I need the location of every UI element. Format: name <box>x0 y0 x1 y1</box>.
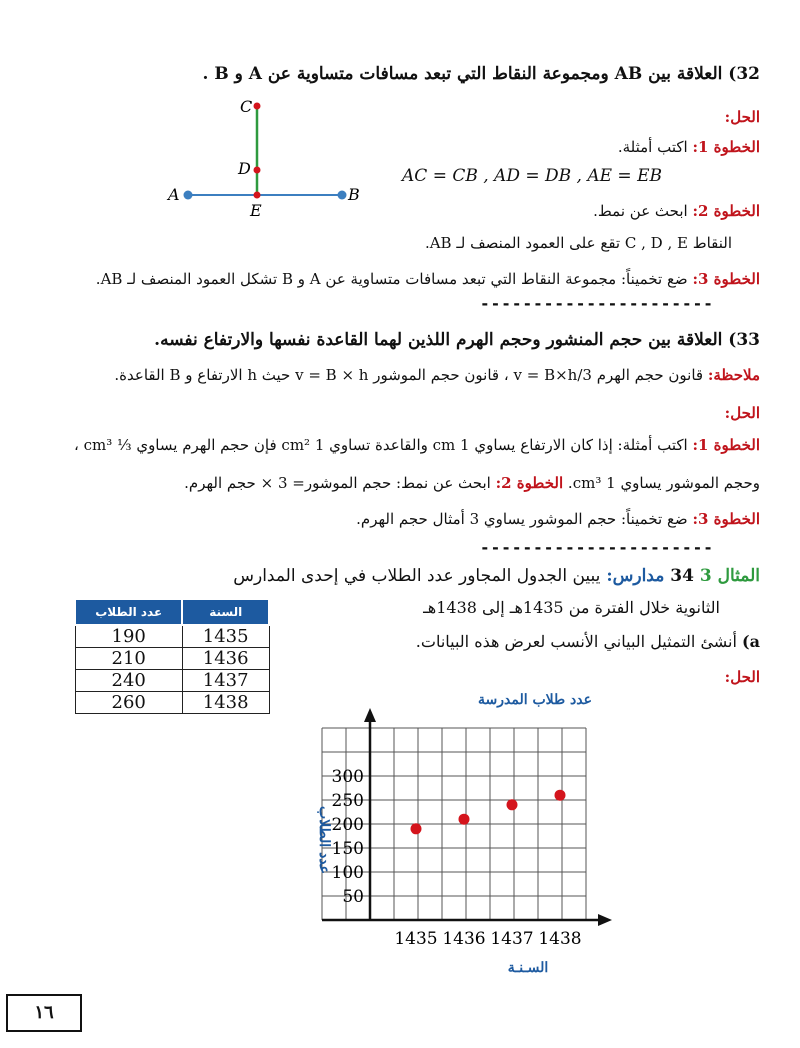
cell-year: 1435 <box>182 625 269 648</box>
cell-students: 240 <box>75 670 182 692</box>
q32-step3-text: ضع تخميناً: مجموعة النقاط التي تبعد مسافات متساوية عن A و B تشكل العمود المنصف لـ AB. <box>95 270 688 288</box>
y-tick-label: 300 <box>331 767 364 787</box>
page-number: ١٦ <box>6 994 82 1032</box>
students-chart <box>290 680 690 980</box>
y-tick-label: 250 <box>331 791 364 811</box>
point-b <box>338 191 347 200</box>
data-point <box>459 814 470 825</box>
data-point <box>411 823 422 834</box>
data-point <box>507 799 518 810</box>
label-a: A <box>168 185 180 204</box>
q32-step1-math: AC = CB , AD = DB , AE = EB <box>402 166 662 186</box>
q32-step3 <box>20 270 760 288</box>
label-b: B <box>348 185 360 204</box>
example3-part-a <box>416 632 760 651</box>
y-tick-label: 100 <box>331 863 364 883</box>
q32-step1-text: اكتب أمثلة. <box>617 138 688 156</box>
x-tick-label: 1438 <box>538 929 582 949</box>
table-row <box>75 625 269 648</box>
x-tick-labels <box>394 929 581 949</box>
table-row <box>75 670 269 692</box>
q33-step2-label: الخطوة 2: <box>495 474 564 492</box>
example3-topic: مدارس: <box>606 566 665 586</box>
q33-title <box>40 330 760 350</box>
header-students: عدد الطلاب <box>75 599 182 625</box>
header-year: السنة <box>182 599 269 625</box>
table-row <box>75 692 269 714</box>
q33-step1-label: الخطوة 1: <box>692 436 760 454</box>
q33-step1-text2: وحجم الموشور يساوي 1 cm³. <box>567 474 760 492</box>
q32-step2-text: ابحث عن نمط. <box>593 202 688 220</box>
x-tick-label: 1437 <box>490 929 534 949</box>
y-tick-label: 50 <box>342 887 364 907</box>
q33-step1-2 <box>20 474 760 492</box>
perpendicular-bisector-diagram <box>150 92 370 222</box>
q32-step2-label: الخطوة 2: <box>692 202 760 220</box>
cell-students: 260 <box>75 692 182 714</box>
chart-title: عدد طلاب المدرسة <box>478 692 592 708</box>
x-axis-label: السـنـة <box>507 960 549 976</box>
x-tick-label: 1435 <box>394 929 438 949</box>
cell-students: 210 <box>75 648 182 670</box>
y-tick-label: 200 <box>331 815 364 835</box>
q33-title-text: العلاقة بين حجم المنشور وحجم الهرم اللذين لهما القاعدة نفسها والارتفاع نفسه. <box>154 330 723 350</box>
students-table <box>74 598 270 714</box>
cell-students: 190 <box>75 625 182 648</box>
data-point <box>555 790 566 801</box>
point-c <box>254 103 261 110</box>
x-tick-label: 1436 <box>442 929 486 949</box>
example3-header <box>140 566 760 586</box>
part-a-label: a) <box>742 632 760 651</box>
q33-note-label: ملاحظة: <box>707 366 760 384</box>
point-e <box>254 192 261 199</box>
y-tick-labels <box>332 767 364 907</box>
q33-step3-text: ضع تخميناً: حجم الموشور يساوي 3 أمثال حجم الهرم. <box>356 510 688 528</box>
label-e: E <box>250 201 262 220</box>
example3-text-line2: الثانوية خلال الفترة من 1435هـ إلى 1438هـ <box>423 598 720 617</box>
separator-2: ---------------------- <box>480 538 714 557</box>
example3-label: المثال 3 <box>699 566 760 586</box>
separator-1: ---------------------- <box>480 294 714 313</box>
example3-number: 34 <box>670 566 694 586</box>
label-d: D <box>238 159 251 178</box>
y-axis-arrow <box>364 708 376 722</box>
y-axis-label: عدد الطلاب <box>316 806 332 874</box>
cell-year: 1437 <box>182 670 269 692</box>
q33-step2-text: ابحث عن نمط: حجم الموشور= 3 × حجم الهرم. <box>184 474 491 492</box>
table-row <box>75 648 269 670</box>
q33-step1-text: اكتب أمثلة: إذا كان الارتفاع يساوي 1 cm والقاعدة تساوي 1 cm² فإن حجم الهرم يساوي ⅓ cm³ ، <box>74 436 688 454</box>
q32-solution-label: الحل: <box>724 108 760 126</box>
label-c: C <box>240 97 253 116</box>
q32-step3-label: الخطوة 3: <box>692 270 760 288</box>
point-d <box>254 167 261 174</box>
q33-solution-label: الحل: <box>724 404 760 422</box>
q32-step1 <box>618 138 760 156</box>
example3-solution-label: الحل: <box>724 668 760 686</box>
q32-number: 32) <box>728 64 760 84</box>
q33-step1 <box>20 436 760 454</box>
q32-title-text: العلاقة بين AB ومجموعة النقاط التي تبعد مسافات متساوية عن A و B . <box>202 64 723 84</box>
cell-year: 1438 <box>182 692 269 714</box>
q32-title <box>40 64 760 84</box>
q32-step2-detail: النقاط C , D , E تقع على العمود المنصف لـ AB. <box>424 234 732 252</box>
point-a <box>184 191 193 200</box>
example3-text-line1: يبين الجدول المجاور عدد الطلاب في إحدى المدارس <box>233 566 601 586</box>
q33-number: 33) <box>728 330 760 350</box>
q33-step3 <box>356 510 760 528</box>
x-axis-arrow <box>598 914 612 926</box>
q33-note <box>20 366 760 384</box>
q32-step1-label: الخطوة 1: <box>692 138 760 156</box>
y-tick-label: 150 <box>331 839 364 859</box>
q33-step3-label: الخطوة 3: <box>692 510 760 528</box>
part-a-text: أنشئ التمثيل البياني الأنسب لعرض هذه البيانات. <box>415 632 737 651</box>
cell-year: 1436 <box>182 648 269 670</box>
q32-step2 <box>593 202 760 220</box>
data-points <box>411 790 566 835</box>
q33-note-text: قانون حجم الهرم v = B×h/3 ، قانون حجم الموشور v = B × h حيث h الارتفاع و B القاعدة. <box>114 366 704 384</box>
